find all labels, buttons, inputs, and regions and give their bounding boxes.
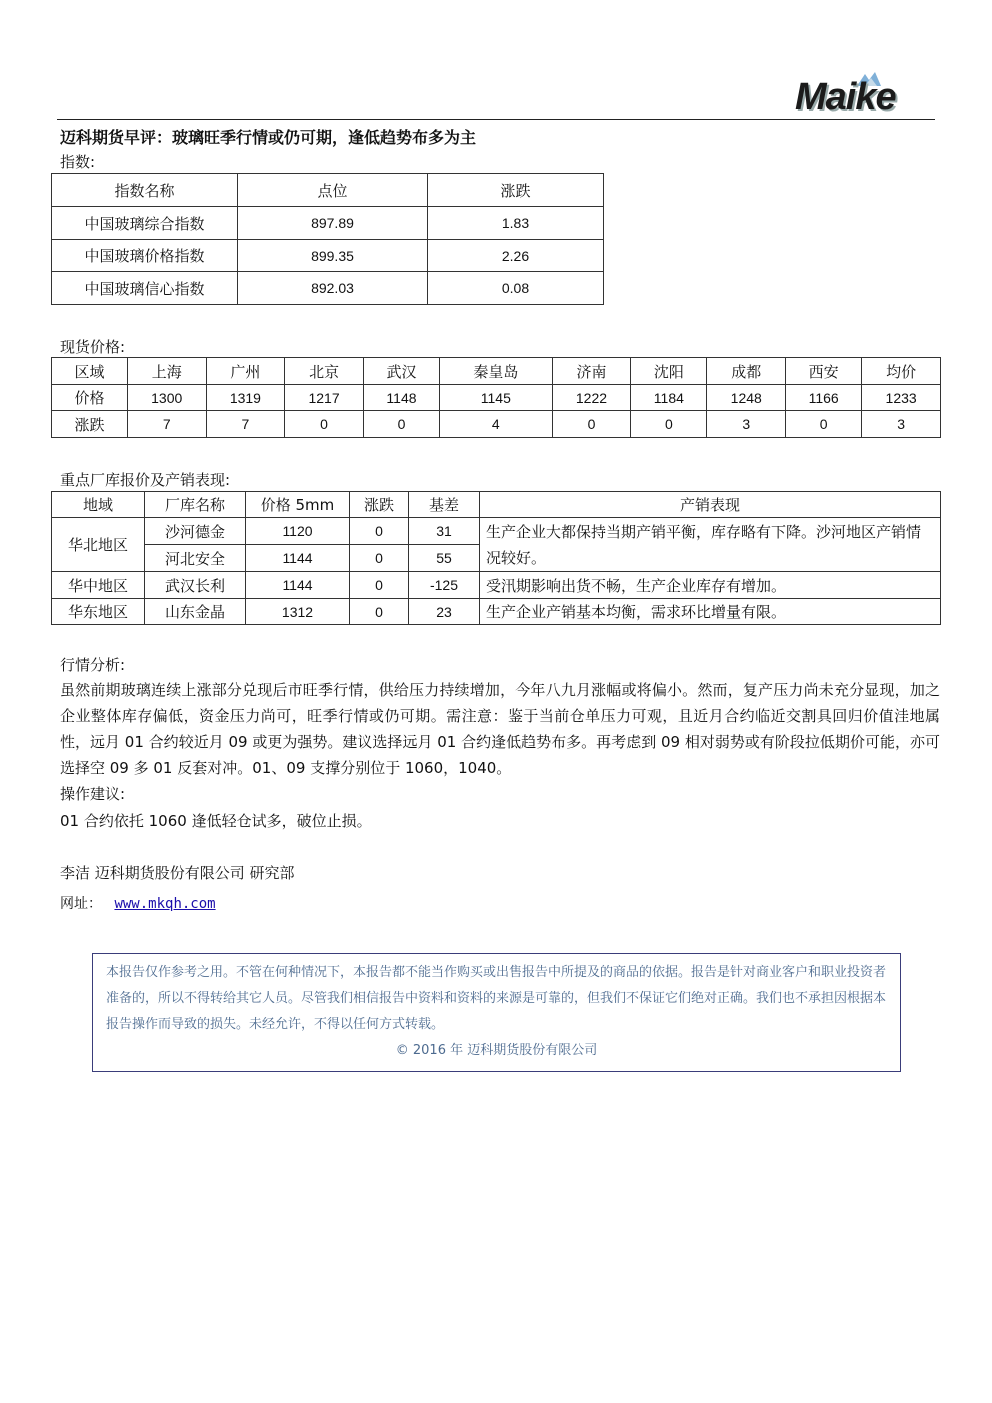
spot-change-cell: 3 [862, 411, 941, 438]
website-label: 网址： [60, 896, 102, 912]
table-row [52, 240, 604, 272]
disclaimer-box [92, 953, 901, 1072]
spot-price-cell: 1184 [631, 385, 707, 411]
spot-header-cell: 北京 [285, 358, 364, 385]
website-link[interactable]: www.mkqh.com [114, 896, 216, 912]
spot-header-cell: 秦皇岛 [440, 358, 553, 385]
table-header-row [52, 174, 604, 207]
table-header-row [52, 492, 941, 518]
advice-text: 01 合约依托 1060 逢低轻仓试多，破位止损。 [60, 812, 372, 830]
table-header-row [52, 358, 941, 385]
spot-price-cell: 1217 [285, 385, 364, 411]
factory-header-cell: 基差 [409, 492, 480, 518]
factory-price-cell: 1144 [246, 572, 350, 599]
spot-change-cell: 0 [786, 411, 862, 438]
factory-basis-cell: -125 [409, 572, 480, 599]
header-cell: 点位 [238, 174, 428, 207]
spot-price-cell: 1145 [440, 385, 553, 411]
index-table [51, 173, 604, 305]
factory-header-cell: 涨跌 [350, 492, 409, 518]
maike-logo [795, 70, 935, 120]
region-cell: 华北地区 [52, 518, 145, 572]
factory-basis-cell: 31 [409, 518, 480, 545]
index-label: 指数: [60, 153, 96, 171]
spot-price-cell: 1319 [206, 385, 285, 411]
spot-change-cell: 3 [707, 411, 786, 438]
analysis-text: 虽然前期玻璃连续上涨部分兑现后市旺季行情，供给压力持续增加，今年八九月涨幅或将偏小。然而，复产压力尚未充分显现，加之企业整体库存偏低，资金压力尚可，旺季行情或仍可期。需注意：鉴于当前仓单压力可观，且近月合约临近交割具回归价值洼地属性，远月 01 合约较近月 09 或更为强势。建议选择远月 01 合约逢低趋势布多。再考虑到 09 相对弱势或有阶段拉低期价可能，亦可选择空 09 多 01 反套对冲。01、09 支撑分别位于 1060，1040。 [60, 681, 940, 777]
spot-row-label: 价格 [52, 385, 128, 411]
spot-price-cell: 1166 [786, 385, 862, 411]
index-change-cell: 1.83 [428, 207, 604, 240]
spot-header-cell: 上海 [127, 358, 206, 385]
spot-header-cell: 均价 [862, 358, 941, 385]
header-cell: 指数名称 [52, 174, 238, 207]
factory-change-cell: 0 [350, 545, 409, 572]
sales-desc-cell: 生产企业产销基本均衡，需求环比增量有限。 [480, 599, 941, 625]
factory-basis-cell: 23 [409, 599, 480, 625]
spot-price-table [51, 357, 941, 438]
factory-header-cell: 地域 [52, 492, 145, 518]
spot-header-cell: 济南 [552, 358, 631, 385]
factory-header-cell: 厂库名称 [145, 492, 246, 518]
logo-text: Maike [795, 76, 896, 118]
table-row [52, 518, 941, 545]
region-cell: 华东地区 [52, 599, 145, 625]
factory-name-cell: 武汉长利 [145, 572, 246, 599]
table-row [52, 207, 604, 240]
factory-label: 重点厂库报价及产销表现: [60, 471, 231, 489]
index-name-cell: 中国玻璃信心指数 [52, 272, 238, 305]
index-name-cell: 中国玻璃综合指数 [52, 207, 238, 240]
table-row [52, 572, 941, 599]
spot-change-cell: 4 [440, 411, 553, 438]
spot-change-cell: 0 [552, 411, 631, 438]
spot-change-cell: 7 [127, 411, 206, 438]
spot-header-cell: 沈阳 [631, 358, 707, 385]
disclaimer-text: 本报告仅作参考之用。不管在何种情况下，本报告都不能当作购买或出售报告中所提及的商品的依据。报告是针对商业客户和职业投资者准备的，所以不得转给其它人员。尽管我们相信报告中资料和资料的来源是可靠的，但我们不保证它们绝对正确。我们也不承担因根据本报告操作而导致的损失。未经允许，不得以任何方式转载。 [106, 965, 887, 1032]
index-change-cell: 2.26 [428, 240, 604, 272]
spot-header-cell: 武汉 [363, 358, 439, 385]
spot-row-label: 涨跌 [52, 411, 128, 438]
copyright-text: © 2016 年 迈科期货股份有限公司 [395, 1043, 598, 1058]
page-title: 迈科期货早评：玻璃旺季行情或仍可期，逢低趋势布多为主 [60, 128, 477, 147]
index-name-cell: 中国玻璃价格指数 [52, 240, 238, 272]
spot-change-cell: 0 [285, 411, 364, 438]
spot-label: 现货价格: [60, 338, 126, 356]
author-line: 李洁 迈科期货股份有限公司 研究部 [60, 864, 295, 882]
sales-desc-cell: 受汛期影响出货不畅，生产企业库存有增加。 [480, 572, 941, 599]
sales-desc-cell: 生产企业大都保持当期产销平衡，库存略有下降。沙河地区产销情况较好。 [480, 518, 941, 572]
factory-basis-cell: 55 [409, 545, 480, 572]
index-change-cell: 0.08 [428, 272, 604, 305]
spot-price-cell: 1222 [552, 385, 631, 411]
spot-price-cell: 1148 [363, 385, 439, 411]
spot-header-cell: 区域 [52, 358, 128, 385]
index-value-cell: 899.35 [238, 240, 428, 272]
factory-name-cell: 河北安全 [145, 545, 246, 572]
factory-header-cell: 价格 5mm [246, 492, 350, 518]
spot-price-cell: 1248 [707, 385, 786, 411]
spot-change-cell: 7 [206, 411, 285, 438]
spot-price-cell: 1300 [127, 385, 206, 411]
factory-price-cell: 1144 [246, 545, 350, 572]
factory-header-cell: 产销表现 [480, 492, 941, 518]
index-value-cell: 892.03 [238, 272, 428, 305]
factory-change-cell: 0 [350, 572, 409, 599]
header-rule [57, 119, 935, 120]
spot-header-cell: 广州 [206, 358, 285, 385]
table-row [52, 272, 604, 305]
spot-change-cell: 0 [631, 411, 707, 438]
spot-price-cell: 1233 [862, 385, 941, 411]
table-row [52, 385, 941, 411]
table-row [52, 599, 941, 625]
factory-change-cell: 0 [350, 518, 409, 545]
advice-label: 操作建议: [60, 785, 126, 803]
factory-table [51, 491, 941, 625]
spot-header-cell: 成都 [707, 358, 786, 385]
spot-change-cell: 0 [363, 411, 439, 438]
region-cell: 华中地区 [52, 572, 145, 599]
factory-name-cell: 山东金晶 [145, 599, 246, 625]
table-row [52, 411, 941, 438]
website-line [60, 893, 216, 913]
factory-price-cell: 1312 [246, 599, 350, 625]
factory-change-cell: 0 [350, 599, 409, 625]
factory-price-cell: 1120 [246, 518, 350, 545]
header-cell: 涨跌 [428, 174, 604, 207]
factory-name-cell: 沙河德金 [145, 518, 246, 545]
spot-header-cell: 西安 [786, 358, 862, 385]
index-value-cell: 897.89 [238, 207, 428, 240]
analysis-label: 行情分析: [60, 656, 126, 674]
